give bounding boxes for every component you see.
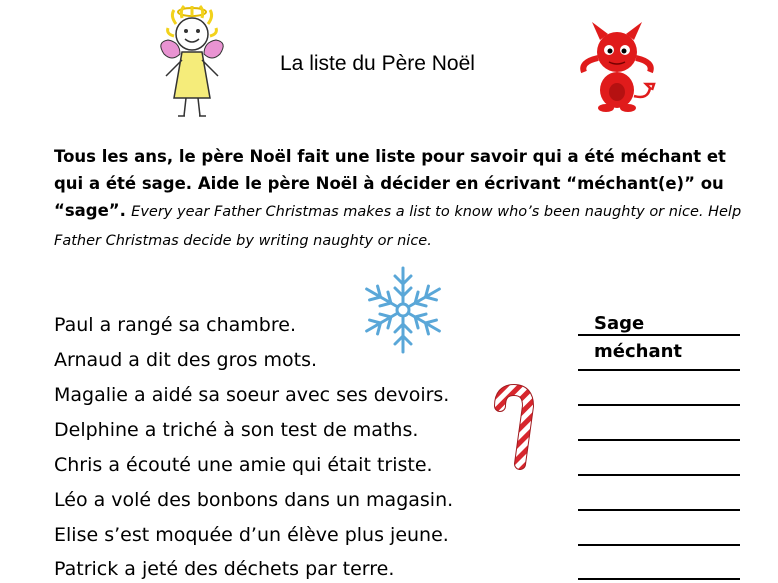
list-item: Elise s’est moquée d’un élève plus jeune. [54,524,449,546]
intro-paragraph [54,143,754,255]
snowflake-icon [356,264,450,356]
list-item: Patrick a jeté des déchets par terre. [54,558,395,580]
answer-line[interactable] [578,578,740,580]
page-title: La liste du Père Noël [280,52,475,75]
candy-cane-icon [490,384,536,470]
angel-icon [158,2,226,120]
answer-line[interactable] [578,509,740,511]
list-item: Chris a écouté une amie qui était triste. [54,454,433,476]
list-item: Léo a volé des bonbons dans un magasin. [54,489,454,511]
intro-french: Tous les ans, le père Noël fait une liste pour savoir qui a été méchant et qui a été sage. Aide le père Noël à décider en écrivant “méchant(e)” ou “sage”. [54,147,726,220]
answer-text: Sage [594,313,645,334]
answer-line[interactable] [578,369,740,371]
answer-line[interactable] [578,334,740,336]
intro-english: Every year Father Christmas makes a list to know who’s been naughty or nice. Help Father Christmas decide by writing naughty or nice. [54,204,742,249]
list-item: Paul a rangé sa chambre. [54,314,296,336]
answer-line[interactable] [578,439,740,441]
list-item: Delphine a triché à son test de maths. [54,419,419,441]
answer-line[interactable] [578,404,740,406]
answer-line[interactable] [578,544,740,546]
devil-icon [576,18,658,114]
list-item: Magalie a aidé sa soeur avec ses devoirs. [54,384,450,406]
answer-text: méchant [594,341,683,362]
list-item: Arnaud a dit des gros mots. [54,349,318,371]
answer-line[interactable] [578,474,740,476]
